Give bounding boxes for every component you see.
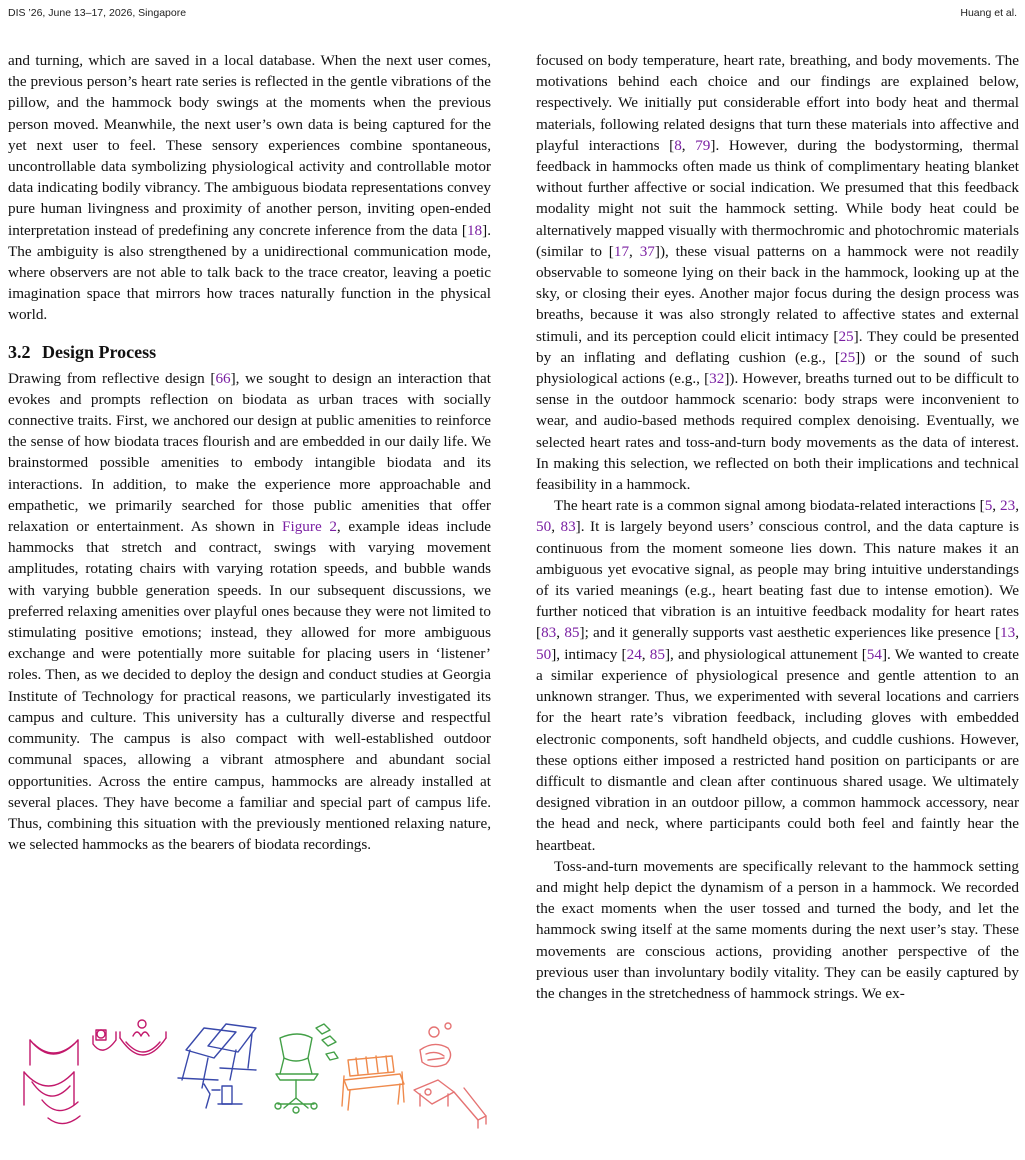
right-column	[536, 50, 1019, 1004]
paragraph-intro-continuation: and turning, which are saved in a local database. When the next user comes, the previous person’s heart rate series is reflected in the gentle vibrations of the pillow, and the hammock body swings at the moments when the previous person moved. Meanwhile, the next user’s own data is being captured for the yet next user to feel. These sensory experiences combine spontaneous, uncontrollable data symbolizing physiological activity and controllable motor data indicating bodily vibrancy. The ambiguous biodata representations convey pure human livingness and proximity of another person, inviting open-ended interpretation instead of predefining any concrete inference from the data [18]. The ambiguity is also strengthened by a unidirectional communication mode, where observers are not able to talk back to the trace creator, leaving a poetic imagination space that mirrors how traces naturally function in the physical world.	[8, 52, 491, 324]
paragraph-data-choices: focused on body temperature, heart rate, breathing, and body movements. The motivations behind each choice and our findings are explained below, respectively. We initially put considerable effort into body heat and thermal materials, following related designs that turn these materials into affective and playful interactions [8, 79]. However, during the bodystorming, thermal feedback in hammocks often made us think of complimentary heating blanket without further affective or social indication. We presumed that this feedback modality might not suit the hammock setting. While body heat could be alternatively mapped visually with thermochromic and photochromic materials (similar to [17, 37]), these visual patterns on a hammock were not readily observable to someone lying on their back in the hammock, looking up at the sky, or closing their eyes. Another major focus during the design process was breaths, because it was also strongly related to affective states and external stimuli, and its perception could elicit intimacy [25]. They could be presented by an inflating and deflating cushion (e.g., [25]) or the sound of such physiological actions (e.g., [32]). However, breaths turned out to be difficult to sense in the outdoor hammock scenario: body straps were inconvenient to wear, and audio-based methods required complex denoising. Eventually, we selected heart rates and toss-and-turn body movements as the data of interest. In making this selection, we reflected on both their implications and technical feasibility in a hammock.	[536, 52, 1020, 494]
section-title: Design Process	[42, 341, 157, 362]
citation-link[interactable]: 13	[1000, 624, 1016, 642]
section-heading	[8, 340, 491, 364]
venue-line: DIS ’26, June 13–17, 2026, Singapore	[8, 7, 187, 19]
citation-link[interactable]: 18	[466, 221, 483, 239]
paragraph-toss-and-turn: Toss-and-turn movements are specifically relevant to the hammock setting and might help depict the dynamism of a person in a hammock. We recorded the exact moments when the user tossed and turned the body, and let the hammock swing itself at the same moments during the next user’s stay. These movements are conscious actions, providing another perspective of the previous user than involuntary bodily vitality. They can be easily captured by the changes in the stretchedness of hammock strings. We ex-	[536, 857, 1019, 1002]
swing-sketch	[178, 1024, 256, 1108]
figure-2-sketches	[8, 1010, 491, 1150]
citation-link[interactable]: 79	[695, 136, 711, 154]
citation-link[interactable]: 25	[838, 327, 854, 345]
citation-link[interactable]: 23	[1000, 497, 1016, 515]
citation-link[interactable]: 50	[536, 518, 552, 536]
paragraph-heart-rate: The heart rate is a common signal among biodata-related interactions [5, 23, 50, 83]. It is largely beyond users’ conscious control, and the data capture is continuous from the moment someone lies down. This nature makes it an ambiguous yet evocative signal, as people may bring intuitive understandings of its varied meanings (e.g., heart beating fast due to intense emotion). We further noticed that vibration is an intuitive feedback modality for heart rates [83, 85]; and it generally supports vast aesthetic experiences like presence [13, 50], intimacy [24, 85], and physiological attunement [54]. We wanted to create a similar experience of physiological presence and gentle attention to an unknown stranger. Thus, we experimented with several locations and carriers for the heart rate’s vibration feedback, including gloves with embedded electronic components, soft handheld objects, and cuddle cushions. However, these options either imposed a restricted hand position on participants or are difficult to dismantle and clean after continuous shared usage. We ultimately designed vibration in an outdoor pillow, a common hammock accessory, near the head and neck, where participants could both feel and faintly hear the heartbeat.	[536, 497, 1020, 854]
citation-link[interactable]: 5	[984, 497, 993, 515]
bench-sketch	[342, 1056, 404, 1110]
citation-link[interactable]: 32	[709, 370, 725, 388]
running-header	[8, 7, 1017, 21]
rotating-chair-sketch	[275, 1024, 338, 1113]
left-column	[8, 50, 491, 855]
citation-link[interactable]: 85	[564, 624, 580, 642]
hammock-sketch	[24, 1020, 166, 1124]
figure-reference-link[interactable]: Figure 2	[282, 518, 337, 536]
citation-link[interactable]: 24	[626, 645, 642, 663]
citation-link[interactable]: 37	[639, 242, 655, 260]
citation-link[interactable]: 83	[560, 518, 576, 536]
bubble-wand-sketch	[414, 1023, 486, 1128]
section-number: 3.2	[8, 341, 31, 362]
citation-link[interactable]: 25	[839, 348, 856, 366]
author-line: Huang et al.	[960, 7, 1017, 19]
citation-link[interactable]: 83	[541, 624, 557, 642]
citation-link[interactable]: 50	[536, 645, 552, 663]
citation-link[interactable]: 17	[613, 242, 630, 260]
citation-link[interactable]: 66	[215, 369, 231, 387]
citation-link[interactable]: 85	[649, 645, 665, 663]
citation-link[interactable]: 54	[866, 645, 882, 663]
citation-link[interactable]: 8	[674, 136, 682, 154]
paragraph-design-process: Drawing from reflective design [66], we sought to design an interaction that evokes and prompts reflection on biodata as urban traces with socially connective traits. First, we anchored our design at public amenities to reinforce the sense of how biodata traces flourish and are embedded in our daily life. We brainstormed possible amenities to embody intangible biodata and its interactions. In addition, to make the experience more approachable and empathetic, we primarily searched for those public amenities that offer relaxation or entertainment. As shown in Figure 2, example ideas include hammocks that stretch and contract, swings with varying movement amplitudes, rotating chairs with varying rotation speeds, and bubble wands with varying bubble generation speeds. In our subsequent discussions, we preferred relaxing amenities over playful ones because they were not limited to stimulating positive emotions; instead, they allowed for more ambiguous exchange and were potentially more suitable for placing users in ‘listener’ roles. Then, as we decided to deploy the design and conduct studies at Georgia Institute of Technology for practical reasons, we particularly investigated its campus and culture. This university has a culturally diverse and respectful community. The campus is also compact with well-established outdoor communal spaces, allowing a vibrant atmosphere and abundant social opportunities. Across the entire campus, hammocks are already installed at several places. They have become a familiar and special part of campus life. Thus, combining this situation with the previously mentioned relaxing nature, we selected hammocks as the bearers of biodata recordings.	[8, 369, 491, 854]
